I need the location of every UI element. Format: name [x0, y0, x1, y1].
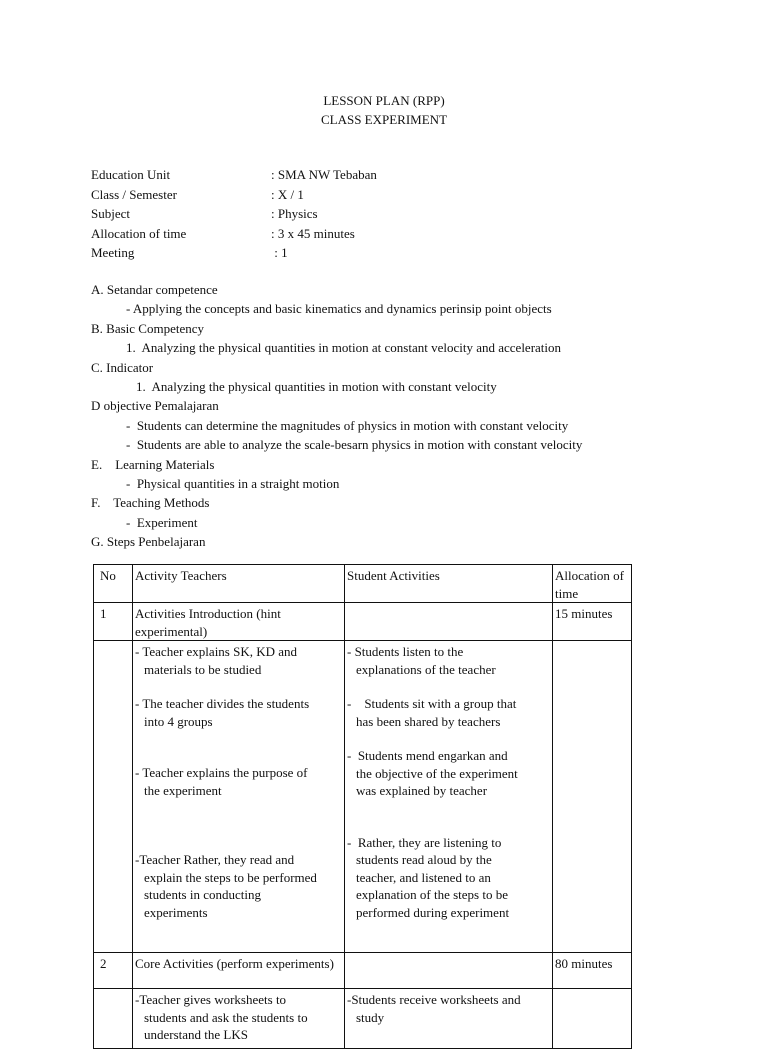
- section-item: - Students are able to analyze the scale-besarn physics in motion with constant velocity: [126, 437, 583, 453]
- student-line: study: [356, 1009, 385, 1025]
- activity-line: - The teacher divides the students: [135, 696, 310, 711]
- meta-value: : X / 1: [271, 186, 304, 202]
- meta-value: : 3 x 45 minutes: [271, 225, 355, 241]
- meta-label: Meeting: [91, 245, 135, 260]
- meta-value: : SMA NW Tebaban: [271, 167, 377, 182]
- table-row: [94, 953, 632, 989]
- cell-no: [94, 989, 133, 1049]
- meta-row: [91, 224, 377, 244]
- cell-activity: Core Activities (perform experiments): [133, 953, 345, 989]
- document-subtitle: CLASS EXPERIMENT: [320, 112, 448, 127]
- student-line: - Students listen to the: [347, 644, 464, 659]
- cell-no: 1: [94, 603, 133, 641]
- meta-block: [91, 165, 377, 263]
- meta-label: Class / Semester: [91, 186, 177, 202]
- cell-no: 2: [94, 953, 133, 989]
- header-cell: No: [94, 565, 133, 603]
- student-line: - Students mend engarkan and: [347, 748, 508, 763]
- meta-row: [91, 185, 377, 205]
- student-line: was explained by teacher: [356, 783, 488, 798]
- activity-line: understand the LKS: [144, 1027, 248, 1042]
- spacer: [347, 730, 550, 747]
- section-item: 1. Analyzing the physical quantities in motion at constant velocity and acceleration: [126, 340, 562, 356]
- activity-line: -Teacher Rather, they read and: [135, 852, 295, 867]
- table-row: [94, 989, 632, 1049]
- section-heading: D objective Pemalajaran: [91, 398, 219, 414]
- activity-line: students and ask the students to: [144, 1009, 308, 1025]
- meta-label: Education Unit: [91, 167, 171, 182]
- student-line: explanation of the steps to be: [356, 887, 508, 902]
- cell-activity: [133, 641, 345, 953]
- cell-activity: Activities Introduction (hint experimental): [133, 603, 345, 641]
- activity-line: - Teacher explains the purpose of: [135, 765, 308, 780]
- meta-label: Allocation of time: [91, 225, 187, 241]
- cell-time: [553, 641, 632, 953]
- activity-line: -Teacher gives worksheets to: [135, 992, 287, 1007]
- section-item: - Physical quantities in a straight motion: [126, 475, 340, 491]
- cell-student: [345, 641, 553, 953]
- spacer: [347, 678, 550, 695]
- spacer: [135, 730, 342, 764]
- cell-no: [94, 641, 133, 953]
- activity-line: students in conducting: [144, 887, 261, 902]
- activity-line: the experiment: [144, 782, 222, 798]
- section-heading: C. Indicator: [91, 359, 154, 375]
- section-item: - Students can determine the magnitudes of physics in motion with constant velocity: [126, 417, 569, 433]
- student-line: the objective of the experiment: [356, 765, 518, 781]
- section-heading: B. Basic Competency: [91, 320, 205, 336]
- header-cell: Student Activities: [345, 565, 553, 603]
- header-cell: Activity Teachers: [133, 565, 345, 603]
- spacer: [347, 800, 550, 834]
- student-line: - Students sit with a group that: [347, 696, 517, 711]
- student-line: -Students receive worksheets and: [347, 992, 521, 1007]
- activity-line: materials to be studied: [144, 661, 262, 677]
- cell-student: [345, 603, 553, 641]
- student-line: teacher, and listened to an: [356, 869, 491, 885]
- activity-line: - Teacher explains SK, KD and: [135, 644, 298, 659]
- student-line: students read aloud by the: [356, 852, 492, 867]
- student-line: performed during experiment: [356, 904, 510, 920]
- meta-label: Subject: [91, 206, 130, 221]
- cell-activity: [133, 989, 345, 1049]
- section-item: - Applying the concepts and basic kinematics and dynamics perinsip point objects: [126, 301, 552, 317]
- meta-row: [91, 204, 377, 224]
- activity-line: experiments: [144, 904, 208, 920]
- cell-time: [553, 989, 632, 1049]
- cell-time: 15 minutes: [553, 603, 632, 641]
- meta-row: [91, 165, 377, 185]
- table-row: [94, 641, 632, 953]
- meta-value: : Physics: [271, 206, 318, 221]
- meta-row: [91, 243, 377, 263]
- spacer: [135, 678, 342, 695]
- cell-student: [345, 989, 553, 1049]
- steps-table: [93, 564, 632, 1049]
- header-cell: Allocation of time: [553, 565, 632, 603]
- lesson-outline: [91, 280, 582, 551]
- student-line: explanations of the teacher: [356, 661, 496, 677]
- section-heading: F. Teaching Methods: [91, 495, 210, 511]
- activity-line: into 4 groups: [144, 713, 213, 729]
- cell-time: 80 minutes: [553, 953, 632, 989]
- section-item: 1. Analyzing the physical quantities in motion with constant velocity: [136, 378, 497, 394]
- activity-line: explain the steps to be performed: [144, 869, 317, 885]
- student-line: - Rather, they are listening to: [347, 834, 502, 850]
- meta-value: : 1: [271, 245, 288, 260]
- section-heading: G. Steps Penbelajaran: [91, 534, 206, 550]
- table-row: [94, 603, 632, 641]
- student-line: has been shared by teachers: [356, 713, 501, 729]
- document-title: LESSON PLAN (RPP): [323, 93, 445, 108]
- cell-student: [345, 953, 553, 989]
- section-item: - Experiment: [126, 514, 198, 530]
- spacer: [135, 799, 342, 851]
- table-header-row: [94, 565, 632, 603]
- section-heading: A. Setandar competence: [91, 282, 218, 297]
- section-heading: E. Learning Materials: [91, 456, 215, 472]
